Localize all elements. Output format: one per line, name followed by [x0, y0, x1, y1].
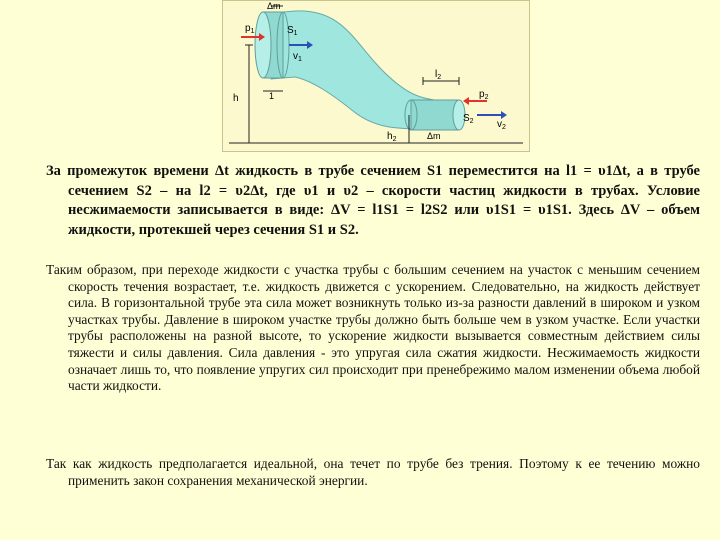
label-p2: $p_2$ — [479, 89, 489, 101]
label-v1: $v_1$ — [293, 51, 302, 63]
pipe-diagram — [223, 1, 529, 151]
paragraph-acceleration: Таким образом, при переходе жидкости с участка трубы с большим сечением на участок с меньшим сечением скорость течения возрастает, т.е. жидкость движется с ускорением. Следовательно, на жидкость действует сила. В горизонтальной трубе эта сила может возникнуть только из-за разности давлений в широком и узком участках трубы. Давление в широком участке трубы должно быть больше чем в узком участке. Если участки трубы расположены на разной высоте, то ускорение жидкости вызывается совместным действием силы тяжести и силы давления. Сила давления - это упругая сила сжатия жидкости. Несжимаемость жидкости означает лишь то, что появление упругих сил происходит при пренебрежимо малом изменении объема любой части жидкости. — [46, 262, 700, 394]
label-s2: $S_2$ — [463, 113, 474, 125]
label-dm-bottom: Δm — [427, 131, 441, 141]
paragraph-ideal-fluid: Так как жидкость предполагается идеальной, она течет по трубе без трения. Поэтому к ее течению можно применить закон сохранения механической энергии. — [46, 456, 700, 488]
label-h2: $h_2$ — [387, 131, 397, 143]
section-s2-band — [411, 100, 459, 130]
pipe-flow-figure — [222, 0, 530, 152]
paragraph-continuity: За промежуток времени Δt жидкость в трубе сечением S1 переместится на l1 = υ1Δt, а в трубе сечением S2 – на l2 = υ2Δt, где υ1 и υ2 – скорости частиц жидкости в трубах. Условие несжимаемости записывается в виде: ΔV = l1S1 = l2S2 или υ1S1 = υ1S1. Здесь ΔV – объем жидкости, протекшей через сечения S1 и S2. — [46, 163, 700, 238]
label-l1: 1 — [269, 91, 275, 101]
label-l2: $l_2$ — [435, 69, 442, 81]
label-p1: $p_1$ — [245, 23, 255, 35]
label-h: h — [233, 93, 239, 104]
label-s1: $S_1$ — [287, 25, 298, 37]
label-v2: $v_2$ — [497, 119, 506, 131]
section-s1-face — [255, 12, 271, 78]
label-dm-top: Δm — [267, 1, 281, 11]
